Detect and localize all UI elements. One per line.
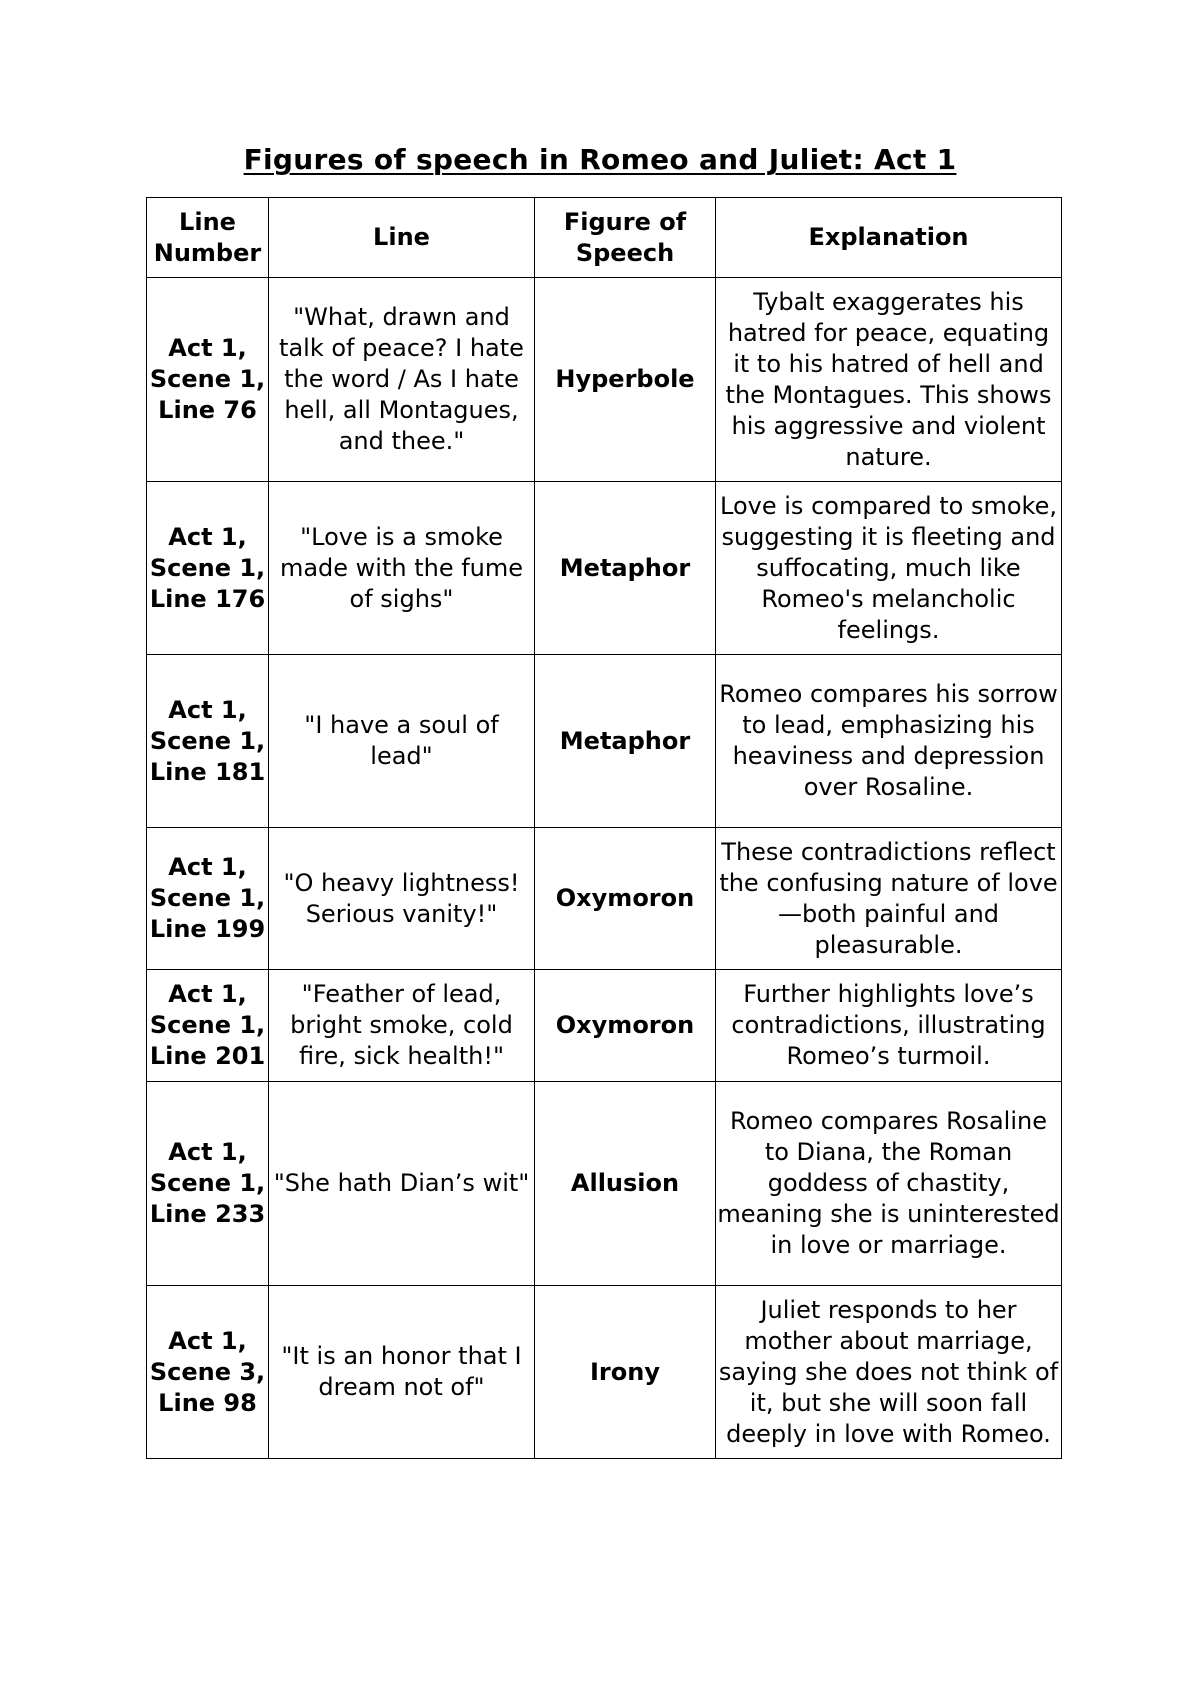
line-number-cell: Act 1, Scene 1, Line 201: [147, 970, 269, 1082]
explanation-cell: Further highlights love’s contradictions, illustrating Romeo’s turmoil.: [716, 970, 1062, 1082]
table-row: [147, 278, 1062, 482]
line-quote-cell: "Feather of lead, bright smoke, cold fire, sick health!": [269, 970, 535, 1082]
header-figure-of-speech: Figure of Speech: [535, 198, 716, 278]
line-number-cell: Act 1, Scene 3, Line 98: [147, 1286, 269, 1459]
line-number-cell: Act 1, Scene 1, Line 199: [147, 828, 269, 970]
table-row: [147, 655, 1062, 828]
explanation-cell: Love is compared to smoke, suggesting it is fleeting and suffocating, much like Romeo's melancholic feelings.: [716, 482, 1062, 655]
header-line: Line: [269, 198, 535, 278]
header-line-number: Line Number: [147, 198, 269, 278]
table-row: [147, 1082, 1062, 1286]
table-header-row: [147, 198, 1062, 278]
line-number-cell: Act 1, Scene 1, Line 181: [147, 655, 269, 828]
figure-of-speech-cell: Metaphor: [535, 655, 716, 828]
figure-of-speech-cell: Allusion: [535, 1082, 716, 1286]
line-quote-cell: "It is an honor that I dream not of": [269, 1286, 535, 1459]
table-row: [147, 482, 1062, 655]
line-quote-cell: "O heavy lightness! Serious vanity!": [269, 828, 535, 970]
line-quote-cell: "What, drawn and talk of peace? I hate the word / As I hate hell, all Montagues, and thee.": [269, 278, 535, 482]
table-row: [147, 828, 1062, 970]
header-explanation: Explanation: [716, 198, 1062, 278]
line-quote-cell: "Love is a smoke made with the fume of sighs": [269, 482, 535, 655]
figure-of-speech-cell: Oxymoron: [535, 828, 716, 970]
line-quote-cell: "I have a soul of lead": [269, 655, 535, 828]
line-number-cell: Act 1, Scene 1, Line 176: [147, 482, 269, 655]
line-quote-cell: "She hath Dian’s wit": [269, 1082, 535, 1286]
explanation-cell: These contradictions reflect the confusing nature of love—both painful and pleasurable.: [716, 828, 1062, 970]
line-number-cell: Act 1, Scene 1, Line 76: [147, 278, 269, 482]
figures-table: [146, 197, 1062, 1459]
figure-of-speech-cell: Hyperbole: [535, 278, 716, 482]
table-row: [147, 1286, 1062, 1459]
figure-of-speech-cell: Oxymoron: [535, 970, 716, 1082]
table-row: [147, 970, 1062, 1082]
figure-of-speech-cell: Irony: [535, 1286, 716, 1459]
explanation-cell: Romeo compares Rosaline to Diana, the Roman goddess of chastity, meaning she is uninterested in love or marriage.: [716, 1082, 1062, 1286]
page-title: Figures of speech in Romeo and Juliet: Act 1: [243, 143, 957, 176]
line-number-cell: Act 1, Scene 1, Line 233: [147, 1082, 269, 1286]
explanation-cell: Juliet responds to her mother about marriage, saying she does not think of it, but she will soon fall deeply in love with Romeo.: [716, 1286, 1062, 1459]
figure-of-speech-cell: Metaphor: [535, 482, 716, 655]
explanation-cell: Romeo compares his sorrow to lead, emphasizing his heaviness and depression over Rosaline.: [716, 655, 1062, 828]
explanation-cell: Tybalt exaggerates his hatred for peace, equating it to his hatred of hell and the Montagues. This shows his aggressive and violent nature.: [716, 278, 1062, 482]
